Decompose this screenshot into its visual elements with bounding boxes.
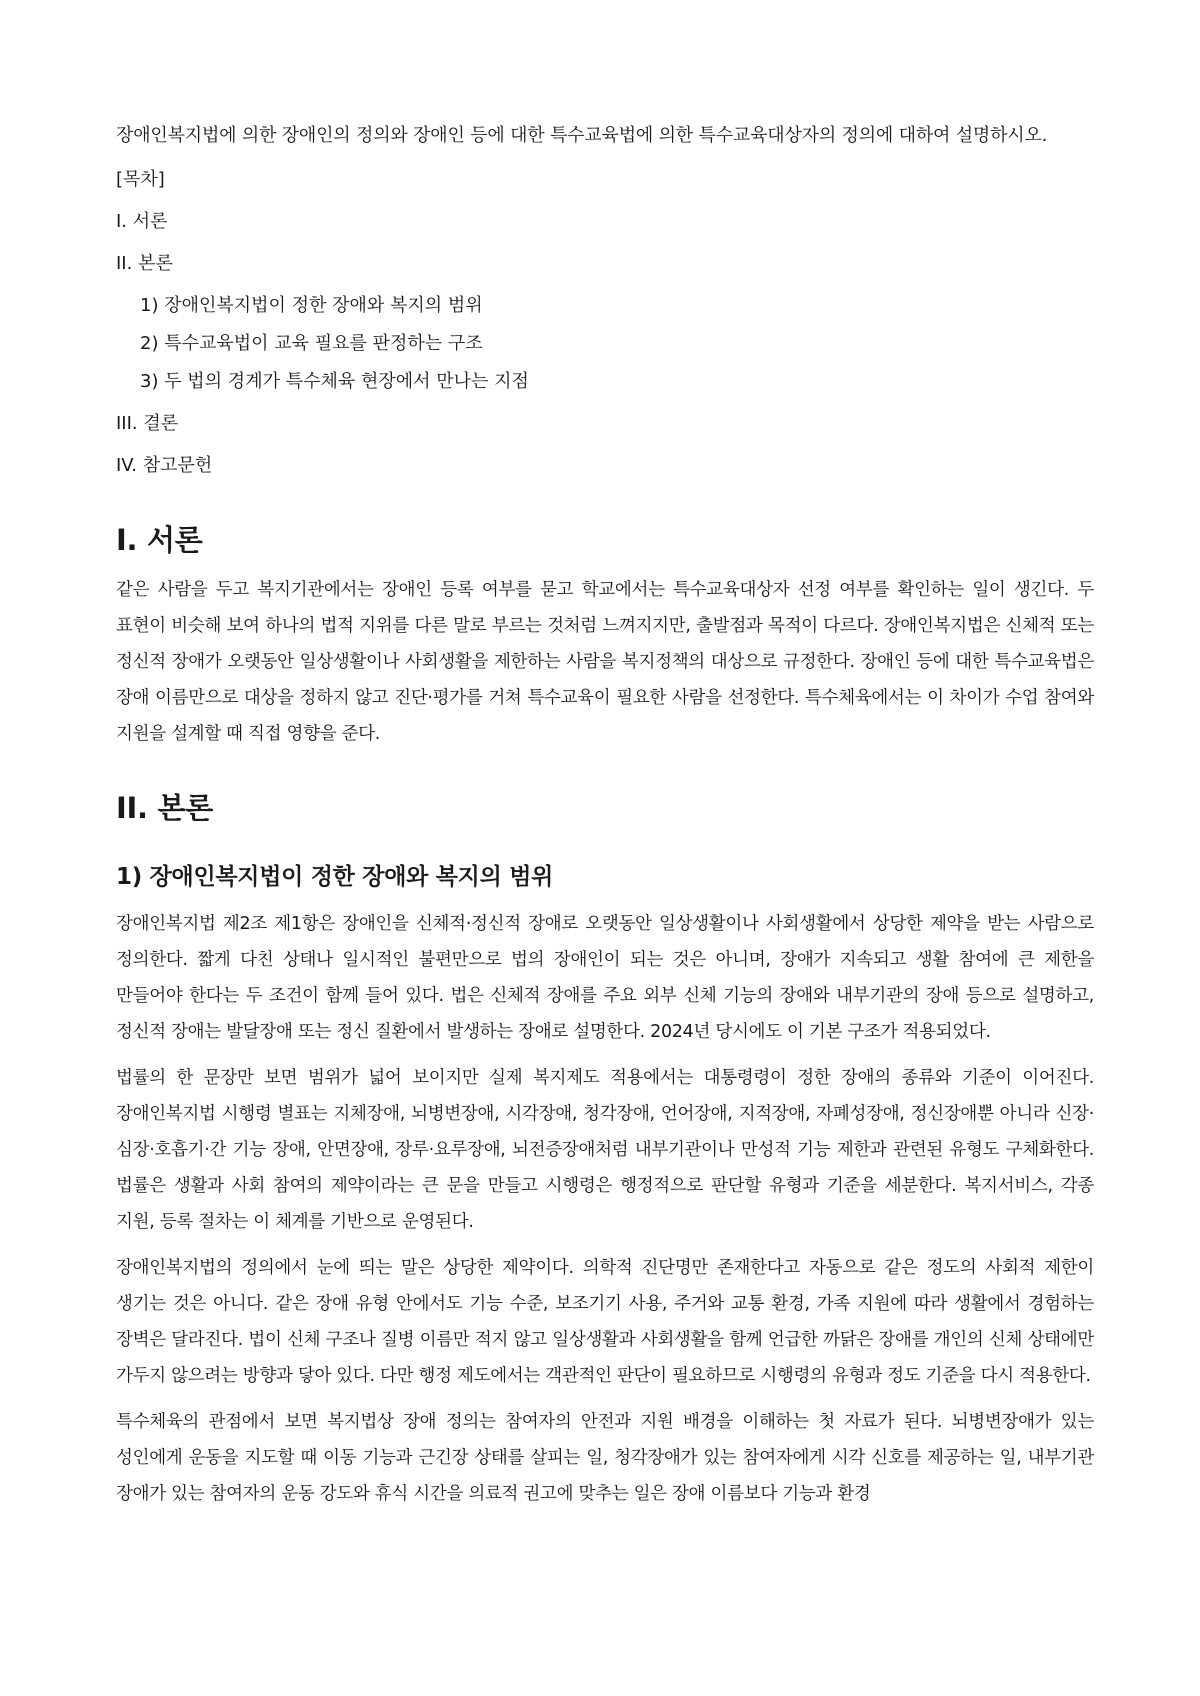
toc-sub-item-1: 1) 장애인복지법이 정한 장애와 복지의 범위 — [140, 295, 483, 316]
body-paragraph: 법률의 한 문장만 보면 범위가 넓어 보이지만 실제 복지제도 적용에서는 대통령령이 정한 장애의 종류와 기준이 이어진다. 장애인복지법 시행령 별표는 지체장애, 뇌병변장애, 시각장애, 청각장애, 언어장애, 지적장애, 자폐성장애, 정신장애뿐 아니라 신장·심장·호흡기·간 기능 장애, 안면장애, 장루·요루장애, 뇌전증장애처럼 내부기관이나 만성적 기능 제한과 관련된 유형도 구체화한다. 법률은 생활과 사회 참여의 제약이라는 큰 문을 만들고 시행령은 행정적으로 판단할 유형과 기준을 세분한다. 복지서비스, 각종 지원, 등록 절차는 이 체계를 기반으로 운영된다. — [116, 1068, 1094, 1232]
toc-heading: [목차] — [116, 169, 165, 190]
intro-paragraph: 같은 사람을 두고 복지기관에서는 장애인 등록 여부를 묻고 학교에서는 특수교육대상자 선정 여부를 확인하는 일이 생긴다. 두 표현이 비슷해 보여 하나의 법적 지위를 다른 말로 부르는 것처럼 느껴지지만, 출발점과 목적이 다르다. 장애인복지법은 신체적 또는 정신적 장애가 오랫동안 일상생활이나 사회생활을 제한하는 사람을 복지정책의 대상으로 규정한다. 장애인 등에 대한 특수교육법은 장애 이름만으로 대상을 정하지 않고 진단·평가를 거쳐 특수교육이 필요한 사람을 선정한다. 특수체육에서는 이 차이가 수업 참여와 지원을 설계할 때 직접 영향을 준다. — [116, 580, 1094, 744]
toc-sub-list — [116, 288, 1094, 400]
body-paragraph: 장애인복지법의 정의에서 눈에 띄는 말은 상당한 제약이다. 의학적 진단명만 존재한다고 자동으로 같은 정도의 사회적 제한이 생기는 것은 아니다. 같은 장애 유형 안에서도 기능 수준, 보조기기 사용, 주거와 교통 환경, 가족 지원에 따라 생활에서 경험하는 장벽은 달라진다. 법이 신체 구조나 질병 이름만 적지 않고 일상생활과 사회생활을 함께 언급한 까닭은 장애를 개인의 신체 상태에만 가두지 않으려는 방향과 닿아 있다. 다만 행정 제도에서는 객관적인 판단이 필요하므로 시행령의 유형과 정도 기준을 다시 적용한다. — [116, 1258, 1094, 1386]
subsection-title-1: 1) 장애인복지법이 정한 장애와 복지의 범위 — [116, 864, 554, 890]
section-title-body: II. 본론 — [116, 791, 213, 825]
body-paragraph: 장애인복지법 제2조 제1항은 장애인을 신체적·정신적 장애로 오랫동안 일상생활이나 사회생활에서 상당한 제약을 받는 사람으로 정의한다. 짧게 다친 상태나 일시적인 불편만으로 법의 장애인이 되는 것은 아니며, 장애가 지속되고 생활 참여에 큰 제한을 만들어야 한다는 두 조건이 함께 들어 있다. 법은 신체적 장애를 주요 외부 신체 기능의 장애와 내부기관의 장애 등으로 설명하고, 정신적 장애는 발달장애 또는 정신 질환에서 발생하는 장애로 설명한다. 2024년 당시에도 이 기본 구조가 적용되었다. — [116, 914, 1094, 1042]
toc-item-conclusion: III. 결론 — [116, 413, 179, 434]
toc-sub-item-2: 2) 특수교육법이 교육 필요를 판정하는 구조 — [140, 333, 483, 354]
section-title-intro: I. 서론 — [116, 523, 203, 557]
question-prompt: 장애인복지법에 의한 장애인의 정의와 장애인 등에 대한 특수교육법에 의한 특수교육대상자의 정의에 대하여 설명하시오. — [116, 125, 1048, 146]
toc-list — [116, 204, 1094, 282]
toc-item-intro: I. 서론 — [116, 211, 168, 232]
toc-list-tail — [116, 406, 1094, 484]
toc-item-references: IV. 참고문헌 — [116, 455, 213, 476]
table-of-contents — [116, 162, 1094, 484]
toc-sub-item-3: 3) 두 법의 경계가 특수체육 현장에서 만나는 지점 — [140, 371, 529, 392]
toc-item-body: II. 본론 — [116, 253, 173, 274]
body-paragraph: 특수체육의 관점에서 보면 복지법상 장애 정의는 참여자의 안전과 지원 배경을 이해하는 첫 자료가 된다. 뇌병변장애가 있는 성인에게 운동을 지도할 때 이동 기능과 근긴장 상태를 살피는 일, 청각장애가 있는 참여자에게 시각 신호를 제공하는 일, 내부기관 장애가 있는 참여자의 운동 강도와 휴식 시간을 의료적 권고에 맞추는 일은 장애 이름보다 기능과 환경 — [116, 1412, 1094, 1504]
